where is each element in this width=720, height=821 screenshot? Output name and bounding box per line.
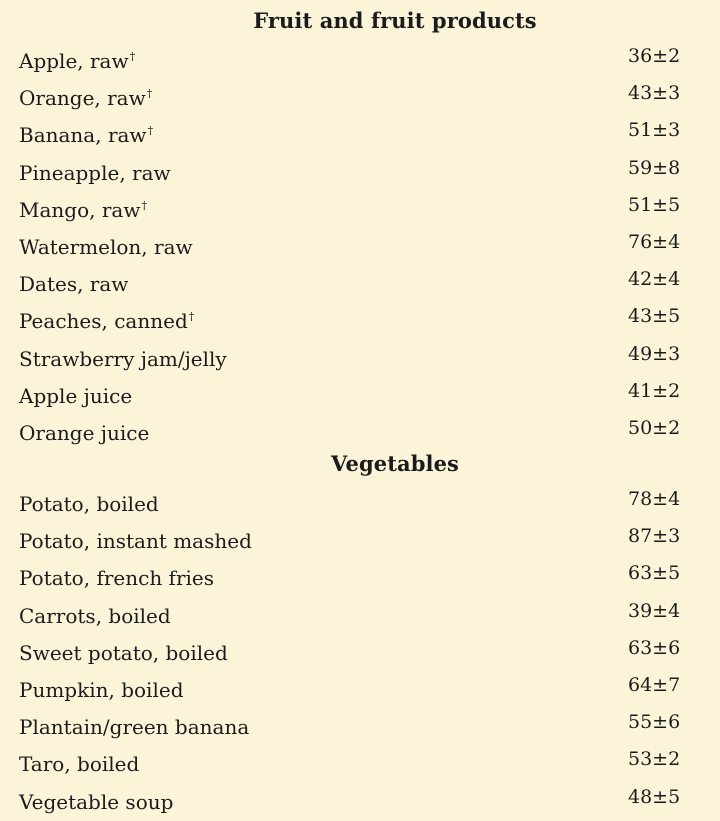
table-row [0, 187, 720, 224]
item-label: Plantain/green banana [19, 715, 250, 740]
item-value: 43±3 [628, 82, 681, 105]
item-label: Pineapple, raw [19, 160, 171, 185]
item-value: 63±5 [628, 562, 681, 585]
table-row [0, 779, 720, 816]
item-label: Taro, boiled [19, 752, 140, 777]
table-row [0, 555, 720, 592]
item-label: Mango, raw† [19, 197, 147, 222]
item-value: 42±4 [628, 268, 681, 291]
table-row [0, 481, 720, 518]
table-row [0, 518, 720, 555]
item-label: Orange juice [19, 420, 150, 445]
item-label: Apple, raw† [19, 49, 136, 73]
table-row [0, 150, 720, 187]
table-row [0, 410, 720, 447]
item-value: 59±8 [628, 156, 681, 179]
item-label: Watermelon, raw [19, 234, 193, 259]
table-row [0, 336, 720, 373]
item-label: Orange, raw† [19, 86, 153, 111]
item-value: 51±3 [628, 119, 681, 142]
item-label: Peaches, canned† [19, 309, 195, 334]
table-row [0, 667, 720, 704]
item-label: Carrots, boiled [19, 603, 171, 628]
section-fruit [0, 4, 720, 447]
item-label: Pumpkin, boiled [19, 678, 184, 702]
item-label: Potato, instant mashed [19, 529, 252, 554]
item-value: 39±4 [628, 599, 681, 622]
item-value: 63±6 [628, 636, 681, 659]
dagger-mark: † [147, 124, 154, 138]
table-row [0, 593, 720, 630]
dagger-mark: † [146, 87, 153, 101]
item-value: 36±2 [628, 45, 681, 67]
section-title-fruit: Fruit and fruit products [253, 8, 537, 33]
item-value: 51±5 [628, 193, 681, 216]
item-label: Dates, raw [19, 272, 129, 297]
item-value: 87±3 [628, 525, 681, 548]
item-label: Strawberry jam/jelly [19, 346, 227, 371]
vegetables-list [0, 481, 720, 816]
item-label: Apple juice [19, 383, 133, 408]
dagger-mark: † [129, 50, 136, 63]
item-value: 76±4 [628, 230, 681, 253]
item-label: Sweet potato, boiled [19, 640, 228, 665]
table-row [0, 224, 720, 261]
item-value: 48±5 [628, 785, 681, 808]
item-label: Banana, raw† [19, 123, 154, 148]
item-value: 43±5 [628, 305, 681, 328]
dagger-mark: † [188, 310, 195, 324]
item-label: Potato, french fries [19, 566, 215, 591]
section-title-vegetables: Vegetables [331, 451, 459, 477]
item-value: 78±4 [628, 488, 681, 511]
fruit-list [0, 38, 720, 447]
table-row [0, 112, 720, 149]
table-row [0, 741, 720, 778]
item-value: 50±2 [628, 416, 681, 439]
item-value: 55±6 [628, 711, 681, 734]
item-value: 41±2 [628, 379, 681, 402]
item-label: Potato, boiled [19, 492, 159, 517]
table-row [0, 704, 720, 741]
item-value: 64±7 [628, 674, 681, 696]
table-row [0, 373, 720, 410]
item-value: 53±2 [628, 748, 681, 771]
item-value: 49±3 [628, 342, 681, 365]
table-row [0, 261, 720, 298]
table-row [0, 630, 720, 667]
item-label: Vegetable soup [19, 789, 174, 814]
table-row [0, 298, 720, 335]
dagger-mark: † [141, 198, 147, 212]
table-row [0, 75, 720, 112]
table-row [0, 38, 720, 75]
section-vegetables [0, 447, 720, 816]
